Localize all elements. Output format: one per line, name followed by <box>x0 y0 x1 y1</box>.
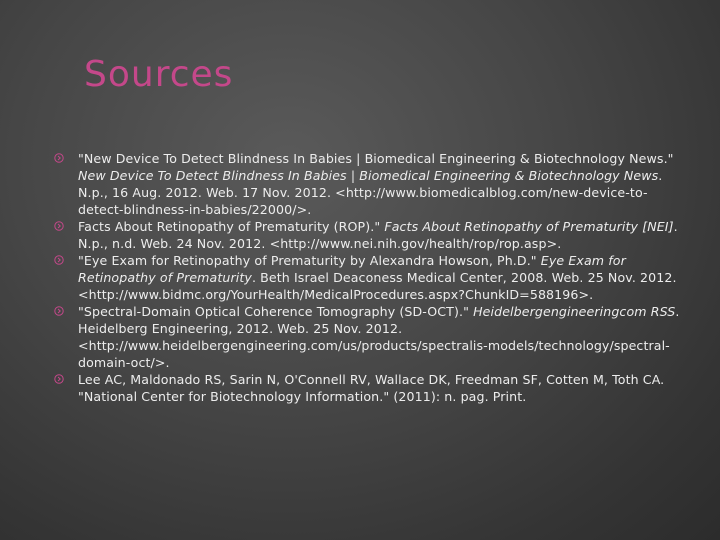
source-text: . Heidelberg Engineering, 2012. Web. 25 Nov. 2012. <http://www.heidelbergengineering.com/us/products/spectralis-models/technology/spectral-domain-oct/>. <box>78 304 680 370</box>
source-text: "Spectral-Domain Optical Coherence Tomography (SD-OCT)." <box>78 304 474 319</box>
source-text: . N.p., n.d. Web. 24 Nov. 2012. <http://www.nei.nih.gov/health/rop/rop.asp>. <box>78 219 678 251</box>
circled-arrow-icon <box>54 153 64 163</box>
source-item <box>54 303 682 371</box>
circled-arrow-icon <box>54 221 64 231</box>
source-text: . Beth Israel Deaconess Medical Center, 2008. Web. 25 Nov. 2012. <http://www.bidmc.org/YourHealth/MedicalProcedures.aspx?ChunkID=588196>. <box>78 270 677 302</box>
source-item <box>54 150 682 218</box>
source-title-italic: Heidelbergengineeringcom RSS <box>473 304 676 319</box>
source-text: "Eye Exam for Retinopathy of Prematurity by Alexandra Howson, Ph.D." <box>78 253 541 268</box>
source-text: Lee AC, Maldonado RS, Sarin N, O'Connell RV, Wallace DK, Freedman SF, Cotten M, Toth CA. "National Center for Biotechnology Information." (2011): n. pag. Print. <box>78 372 665 404</box>
source-item <box>54 218 682 252</box>
source-item <box>54 252 682 303</box>
source-title-italic: New Device To Detect Blindness In Babies | Biomedical Engineering & Biotechnology News <box>78 168 659 183</box>
source-text: "New Device To Detect Blindness In Babies | Biomedical Engineering & Biotechnology News." <box>78 151 674 166</box>
slide-title: Sources <box>84 54 234 95</box>
circled-arrow-icon <box>54 374 64 384</box>
source-title-italic: Facts About Retinopathy of Prematurity [NEI] <box>384 219 674 234</box>
source-text: . N.p., 16 Aug. 2012. Web. 17 Nov. 2012. <http://www.biomedicalblog.com/new-device-to-detect-blindness-in-babies/22000/>. <box>78 168 663 217</box>
circled-arrow-icon <box>54 255 64 265</box>
source-text: Facts About Retinopathy of Prematurity (ROP)." <box>78 219 385 234</box>
sources-list <box>54 150 682 405</box>
circled-arrow-icon <box>54 306 64 316</box>
source-item <box>54 371 682 405</box>
source-title-italic: Eye Exam for Retinopathy of Prematurity <box>78 253 626 285</box>
